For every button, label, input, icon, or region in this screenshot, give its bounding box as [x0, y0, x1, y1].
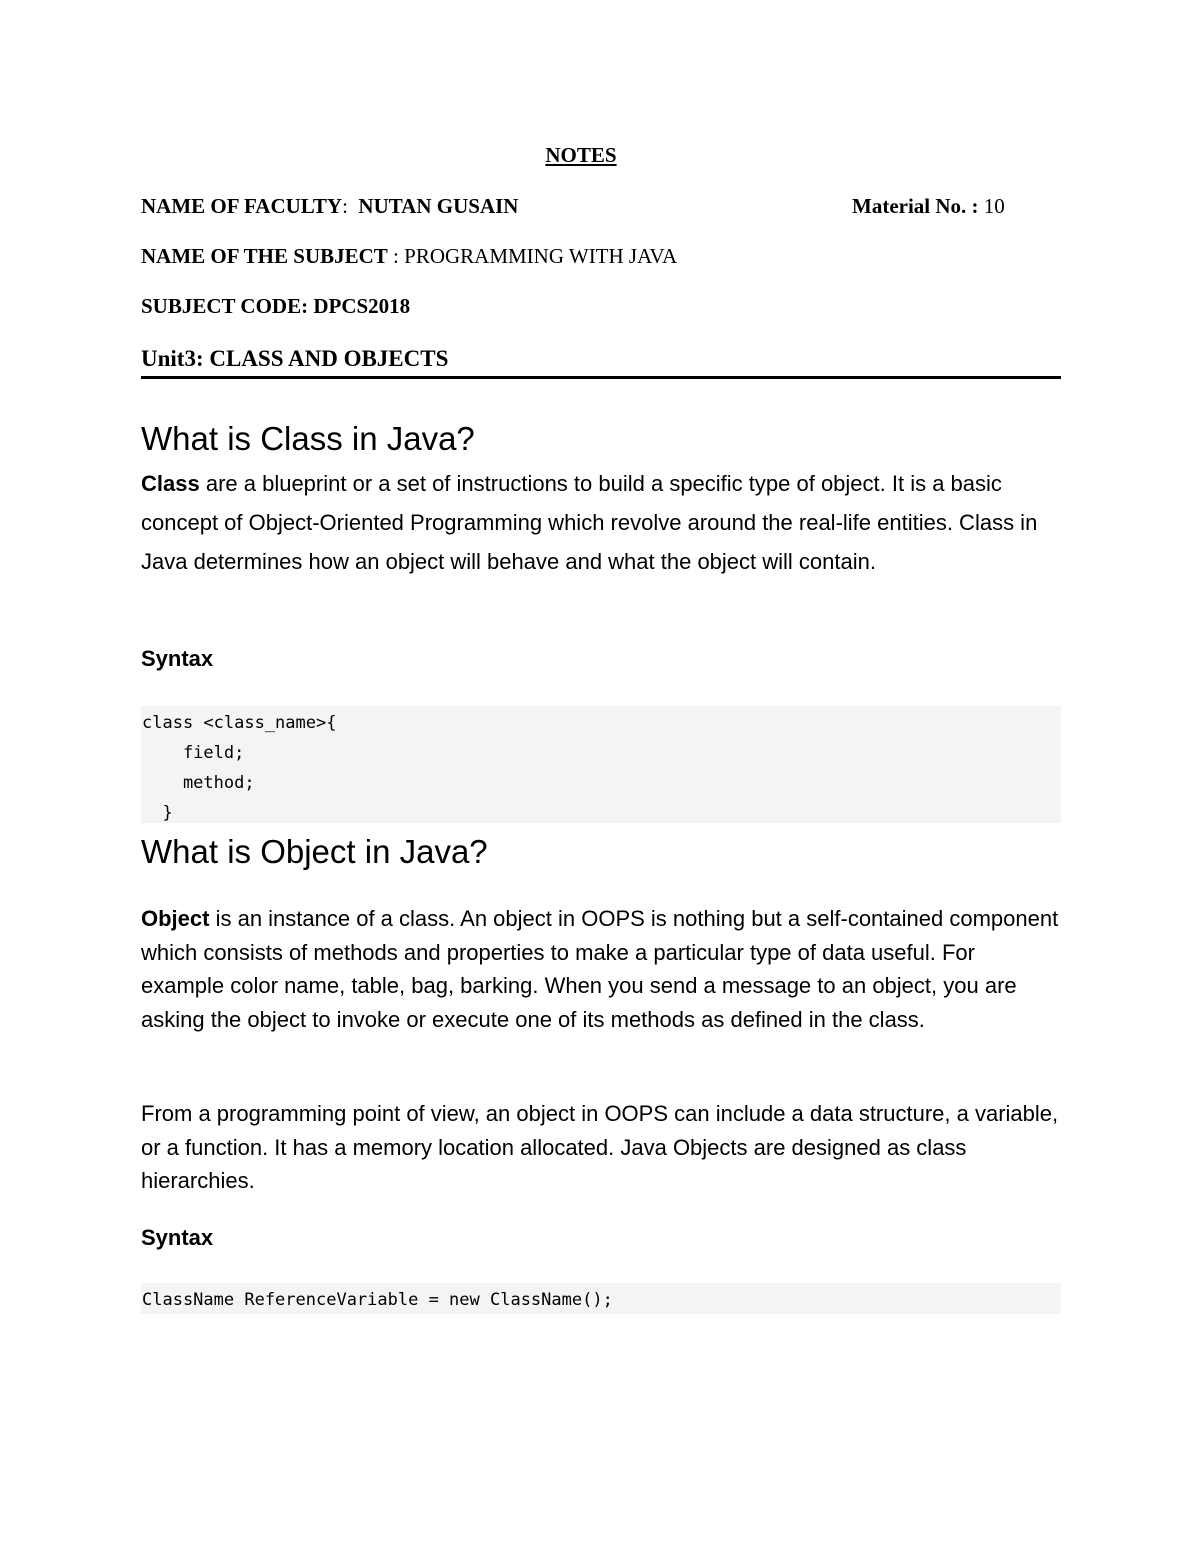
- code-line: class <class_name>{: [142, 713, 337, 733]
- subject-code-line: [141, 294, 410, 319]
- class-code-block: [141, 706, 1061, 823]
- notes-title: NOTES: [545, 143, 617, 167]
- class-body: are a blueprint or a set of instructions to build a specific type of object. It is a basic concept of Object-Oriented Programming which revolve around the real-life entities. Class in Java determines how an object will behave and what the object will contain.: [141, 471, 1038, 574]
- class-lead-bold: Class: [141, 471, 200, 496]
- class-syntax-label: Syntax: [141, 646, 214, 671]
- material-label: Material No. :: [852, 194, 979, 218]
- object-paragraph-1: [141, 902, 1061, 1036]
- faculty-label: NAME OF FACULTY: [141, 194, 343, 218]
- code-line: ClassName ReferenceVariable = new ClassName();: [142, 1290, 613, 1310]
- material-number: [852, 194, 1005, 219]
- code-line: method;: [142, 773, 255, 793]
- object-body-1: is an instance of a class. An object in OOPS is nothing but a self-contained component which consists of methods and properties to make a particular type of data useful. For example color name, table, bag, barking. When you send a message to an object, you are asking the object to invoke or execute one of its methods as defined in the class.: [141, 906, 1059, 1032]
- subject-line: [141, 244, 677, 269]
- material-value: 10: [983, 194, 1005, 218]
- subject-code-label: SUBJECT CODE:: [141, 294, 309, 318]
- faculty-line: [141, 194, 518, 219]
- class-paragraph: [141, 464, 1061, 581]
- faculty-name: NUTAN GUSAIN: [358, 194, 519, 218]
- code-line: }: [142, 803, 173, 823]
- object-paragraph-2: From a programming point of view, an object in OOPS can include a data structure, a variable, or a function. It has a memory location allocated. Java Objects are designed as class hierarchies.: [141, 1101, 1059, 1193]
- subject-code-value: DPCS2018: [313, 294, 411, 318]
- object-syntax-label: Syntax: [141, 1225, 214, 1250]
- code-line: field;: [142, 743, 245, 763]
- subject-separator: :: [393, 244, 399, 268]
- subject-label: NAME OF THE SUBJECT: [141, 244, 388, 268]
- faculty-separator: :: [342, 194, 348, 218]
- object-lead-bold: Object: [141, 906, 210, 931]
- object-code-block: [141, 1283, 1061, 1314]
- class-heading: What is Class in Java?: [141, 420, 475, 457]
- unit-title: Unit3: CLASS AND OBJECTS: [141, 346, 1061, 379]
- object-heading: What is Object in Java?: [141, 833, 488, 870]
- subject-name: PROGRAMMING WITH JAVA: [404, 244, 678, 268]
